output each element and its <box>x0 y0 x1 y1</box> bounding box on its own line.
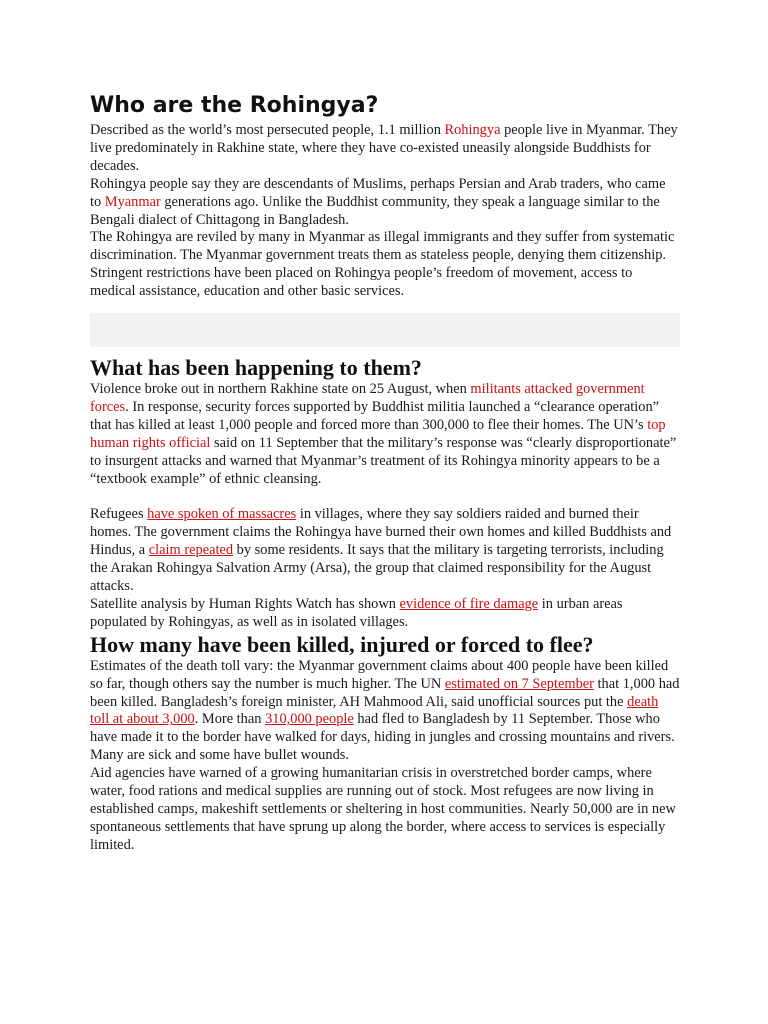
text: Satellite analysis by Human Rights Watch has shown <box>90 595 400 612</box>
link-have-spoken-of-massacres[interactable]: have spoken of massacres <box>147 506 297 523</box>
link-rohingya[interactable]: Rohingya <box>444 122 501 138</box>
paragraph-discrimination: The Rohingya are reviled by many in Myanmar as illegal immigrants and they suffer from systematic discrimination. The Myanmar government treats them as stateless people, denying them citizenship. Stringent restrictions have been placed on Rohingya people’s freedom of movement, access to medical assistance, education and other basic services. <box>90 229 675 300</box>
text: generations ago. Unlike the Buddhist community, they speak a language similar to the Bengali dialect of Chittagong in Bangladesh. <box>90 193 660 228</box>
paragraph-intro <box>90 122 680 176</box>
paragraph-aid-agencies: Aid agencies have warned of a growing humanitarian crisis in overstretched border camps, where water, food rations and medical supplies are running out of stock. Most refugees are now living in established camps, makeshift settlements or sheltering in host communities. Nearly 50,000 are in new spontaneous settlements that have sprung up along the border, where access to services is especially limited. <box>90 765 676 853</box>
link-estimated-on-7-september[interactable]: estimated on 7 September <box>444 675 594 692</box>
text: by some residents. It says that the military is targeting terrorists, including the Arakan Rohingya Salvation Army (Arsa), the group that claimed responsibility for the August attacks. <box>90 542 664 595</box>
link-evidence-of-fire-damage[interactable]: evidence of fire damage <box>399 595 539 612</box>
text: in villages, where they say soldiers raided and burned their homes. The government claims the Rohingya have burned their own homes and killed Buddhists and Hindus, a <box>90 506 672 559</box>
link-death-toll-about-3000[interactable]: death toll at about 3,000 <box>90 693 659 728</box>
text: . In response, security forces supported by Buddhist militia launched a “clearance operation” that has killed at least 1,000 people and forced more than 300,000 to flee their homes. The UN’s <box>90 398 660 433</box>
heading-who-are-rohingya: Who are the Rohingya? <box>90 93 379 118</box>
embedded-content-placeholder <box>90 313 680 347</box>
link-militants-attacked[interactable]: militants attacked government forces <box>90 381 645 415</box>
paragraph-descendants <box>90 176 680 230</box>
link-top-human-rights-official[interactable]: top human rights official <box>90 416 666 451</box>
blank-line <box>90 489 680 507</box>
text: people live in Myanmar. They live predominately in Rakhine state, where they have co-existed uneasily alongside Buddhists for decades. <box>90 122 678 174</box>
text: Described as the world’s most persecuted people, 1.1 million <box>90 122 445 138</box>
text: that 1,000 had been killed. Bangladesh’s foreign minister, AH Mahmood Ali, said unofficial sources put the <box>90 675 680 710</box>
link-310000-people[interactable]: 310,000 people <box>265 711 354 728</box>
text: Estimates of the death toll vary: the Myanmar government claims about 400 people have been killed so far, though others say the number is much higher. The UN <box>90 657 669 692</box>
heading-how-many-killed: How many have been killed, injured or forced to flee? <box>90 631 594 657</box>
text: Refugees <box>90 506 148 523</box>
text: in urban areas populated by Rohingyas, as well as in isolated villages. <box>90 595 623 630</box>
text: had fled to Bangladesh by 11 September. Those who have made it to the border have walked for days, hiding in jungles and crossing mountains and rivers. Many are sick and some have bullet wounds. <box>90 711 675 764</box>
text: Rohingya people say they are descendants of Muslims, perhaps Persian and Arab traders, who came to <box>90 175 666 210</box>
paragraph-satellite <box>90 596 680 632</box>
paragraph-death-toll <box>90 658 680 765</box>
paragraph-refugees <box>90 506 680 596</box>
document-page <box>90 92 680 855</box>
text: said on 11 September that the military’s response was “clearly disproportionate” to insurgent attacks and warned that Myanmar’s treatment of its Rohingya minority appears to be a “textbook example” of ethnic cleansing. <box>90 434 677 487</box>
heading-what-happening: What has been happening to them? <box>90 355 422 381</box>
link-claim-repeated[interactable]: claim repeated <box>148 542 234 559</box>
paragraph-violence <box>90 381 680 488</box>
text: . More than <box>194 711 266 728</box>
text: Violence broke out in northern Rakhine state on 25 August, when <box>90 381 471 398</box>
link-myanmar[interactable]: Myanmar <box>104 193 161 210</box>
